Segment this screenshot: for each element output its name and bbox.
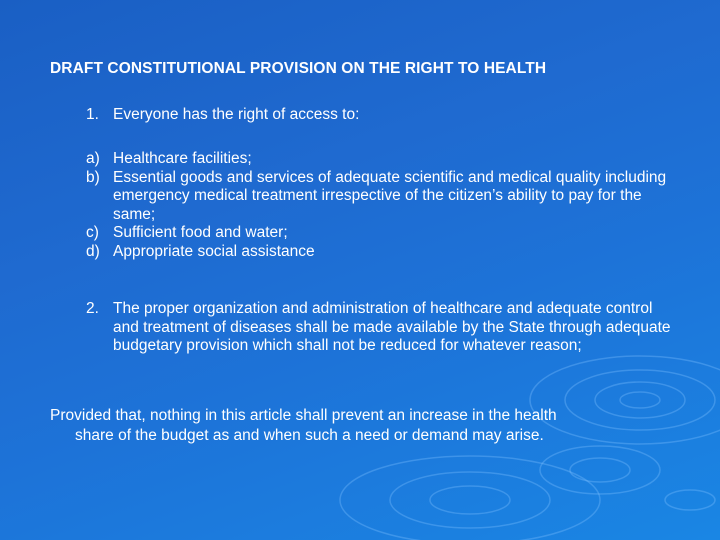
proviso-paragraph [50,406,680,446]
list-item [86,169,686,225]
list-item [86,150,686,169]
list-item [86,224,686,243]
access-list [86,150,686,261]
item-marker: 1. [86,106,99,123]
item-marker: 2. [86,300,99,317]
list-marker: b) [86,168,100,186]
list-marker: c) [86,224,99,241]
item-text: Everyone has the right of access to: [113,106,360,123]
list-text: Appropriate social assistance [113,242,315,260]
list-marker: d) [86,242,100,260]
list-text: Sufficient food and water; [113,224,288,241]
proviso-line-2: share of the budget as and when such a need or demand may arise. [75,427,544,444]
slide-title: DRAFT CONSTITUTIONAL PROVISION ON THE RIGHT TO HEALTH [50,60,547,77]
list-text: Essential goods and services of adequate scientific and medical quality including emergency medical treatment irrespective of the citizen’s ability to pay for the same; [113,168,667,223]
list-item [86,243,686,262]
proviso-line-1: Provided that, nothing in this article shall prevent an increase in the health [50,407,557,424]
list-text: Healthcare facilities; [113,150,252,167]
item-text: The proper organization and administration of healthcare and adequate control and treatment of diseases shall be made available by the State through adequate budgetary provision which shall not be reduced for whatever reason; [113,300,671,354]
list-marker: a) [86,150,100,167]
